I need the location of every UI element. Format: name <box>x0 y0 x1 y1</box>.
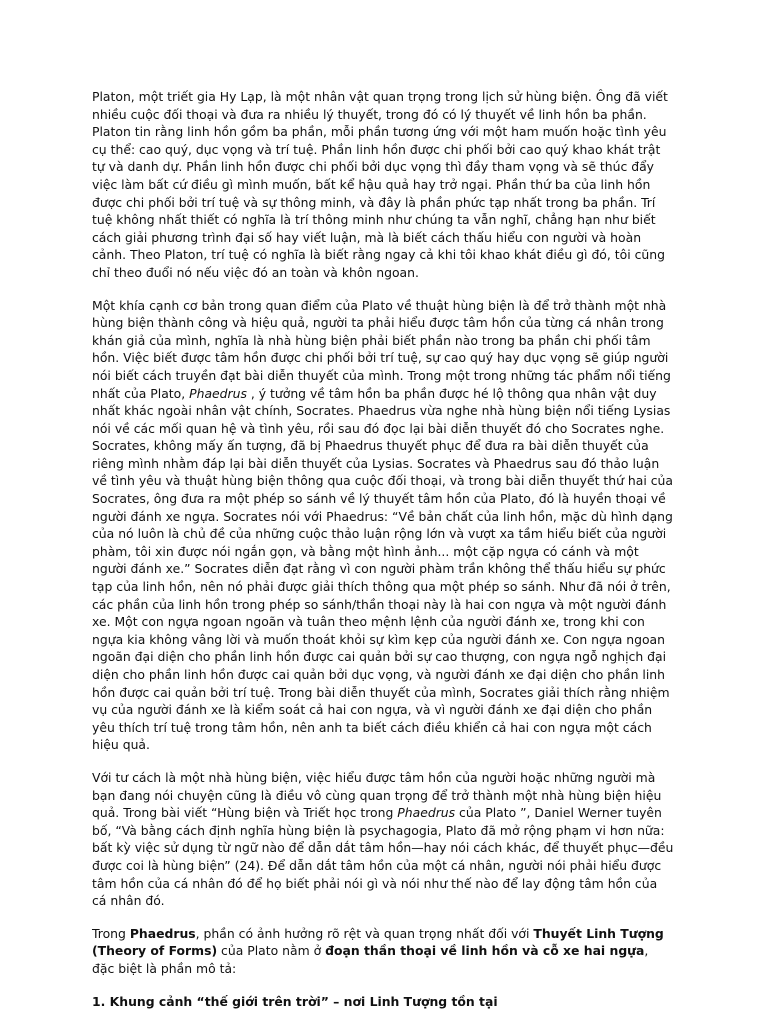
paragraph-3 <box>92 769 674 910</box>
phaedrus-title: Phaedrus <box>189 385 247 401</box>
theory-of-forms-bold: Thuyết Linh Tượng (Theory of Forms) <box>92 925 664 959</box>
paragraph-1: Platon, một triết gia Hy Lạp, là một nhân vật quan trọng trong lịch sử hùng biện. Ông đã viết nhiều cuộc đối thoại và đưa ra nhiều lý thuyết, trong đó có lý thuyết về linh hồn ba phần. Platon tin rằng linh hồn gồm ba phần, mỗi phần tương ứng với một ham muốn hoặc tình yêu cụ thể: cao quý, dục vọng và trí tuệ. Phần linh hồn được chi phối bởi cao quý khao khát trật tự và danh dự. Phần linh hồn được chi phối bởi dục vọng thì đầy tham vọng và sẽ thúc đẩy việc làm bất cứ điều gì mình muốn, bất kể hậu quả hay trở ngại. Phần thứ ba của linh hồn được chi phối bởi trí tuệ và sự thông minh, và đây là phần phức tạp nhất trong ba phần. Trí tuệ không nhất thiết có nghĩa là trí thông minh như chúng ta vẫn nghĩ, chẳng hạn như biết cách giải phương trình đại số hay viết luận, mà là biết cách thấu hiểu con người và hoàn cảnh. Theo Platon, trí tuệ có nghĩa là biết rằng ngay cả khi tôi khao khát điều gì đó, tôi cũng chỉ theo đuổi nó nếu việc đó an toàn và khôn ngoan. <box>92 89 668 280</box>
chariot-myth-bold: đoạn thần thoại về linh hồn và cỗ xe hai ngựa <box>325 943 645 959</box>
paragraph-4-text-d: , đặc biệt là phần mô tả: <box>92 943 649 976</box>
paragraph-2 <box>92 297 674 754</box>
phaedrus-bold: Phaedrus <box>129 925 196 941</box>
paragraph-3-text-b: của Plato ”, Daniel Werner tuyên bố, “Và bằng cách định nghĩa hùng biện là psychagogia, Plato đã mở rộng phạm vi hơn nữa: bất kỳ việc sử dụng từ ngữ nào để dẫn dắt tâm hồn—hay nói cách khác, để thuyết phục—đều được coi là hùng biện” (24). Để dẫn dắt tâm hồn của một cá nhân, người nói phải hiểu được tâm hồn của cá nhân đó để họ biết phải nói gì và nói như thế nào để lay động tâm hồn của cá nhân đó. <box>92 805 674 909</box>
document-page <box>92 88 674 1025</box>
paragraph-2-text-a: Một khía cạnh cơ bản trong quan điểm của Plato về thuật hùng biện là để trở thành một nhà hùng biện thành công và hiệu quả, người ta phải hiểu được tâm hồn của từng cá nhân trong khán giả của mình, nghĩa là nhà hùng biện phải biết phần nào trong ba phần chi phối tâm hồn. Việc biết được tâm hồn được chi phối bởi trí tuệ, sự cao quý hay dục vọng sẽ giúp người nói biết cách truyền đạt bài diễn thuyết của mình. Trong một trong những tác phẩm nổi tiếng nhất của Plato, <box>92 297 671 401</box>
section-heading-1: 1. Khung cảnh “thế giới trên trời” – nơi Linh Tượng tồn tại <box>92 993 498 1009</box>
paragraph-4 <box>92 925 674 978</box>
paragraph-3-text-a: Với tư cách là một nhà hùng biện, việc hiểu được tâm hồn của người hoặc những người mà bạn đang nói chuyện cũng là điều vô cùng quan trọng để trở thành một nhà hùng biện hiệu quả. Trong bài viết “Hùng biện và Triết học trong <box>92 769 662 821</box>
paragraph-2-text-b: , ý tưởng về tâm hồn ba phần được hé lộ thông qua nhân vật duy nhất khác ngoài nhân vật chính, Socrates. Phaedrus vừa nghe nhà hùng biện nổi tiếng Lysias nói về các mối quan hệ và tình yêu, rồi sau đó đọc lại bài diễn thuyết đó cho Socrates nghe. Socrates, không mấy ấn tượng, đã bị Phaedrus thuyết phục để đưa ra bài diễn thuyết của riêng mình nhằm đáp lại bài diễn thuyết của Lysias. Socrates và Phaedrus sau đó thảo luận về tình yêu và thuật hùng biện thông qua cuộc đối thoại, và trong bài diễn thuyết thứ hai của Socrates, ông đưa ra một phép so sánh về lý thuyết tâm hồn của Plato, đó là huyền thoại về người đánh xe ngựa. Socrates nói với Phaedrus: “Về bản chất của linh hồn, mặc dù hình dạng của nó luôn là chủ đề của những cuộc thảo luận rộng lớn và vượt xa tầm hiểu biết của người phàm, tôi xin được nói ngắn gọn, và bằng một hình ảnh... một cặp ngựa có cánh và một người đánh xe.” Socrates diễn đạt rằng vì con người phàm trần không thể thấu hiểu sự phức tạp của linh hồn, nên nó phải được giải thích thông qua một phép so sánh. Như đã nói ở trên, các phần của linh hồn trong phép so sánh/thần thoại này là hai con ngựa và một người đánh xe. Một con ngựa ngoan ngoãn và tuân theo mệnh lệnh của người đánh xe, trong khi con ngựa kia không vâng lời và muốn thoát khỏi sự kìm kẹp của người đánh xe. Con ngựa ngoan ngoãn đại diện cho phần linh hồn được cai quản bởi sự cao thượng, con ngựa ngỗ nghịch đại diện cho phần linh hồn được cai quản bởi dục vọng, và người đánh xe đại diện cho phần linh hồn được cai quản bởi trí tuệ. Trong bài diễn thuyết của mình, Socrates giải thích rằng nhiệm vụ của người đánh xe là kiểm soát cả hai con ngựa, và vì người đánh xe đại diện cho phần yêu thích trí tuệ trong tâm hồn, nên anh ta biết cách điều khiển cả hai con ngựa một cách hiệu quả. <box>92 385 673 753</box>
paragraph-4-text-b: , phần có ảnh hưởng rõ rệt và quan trọng nhất đối với <box>195 925 534 941</box>
paragraph-4-text-c: của Plato nằm ở <box>217 943 326 959</box>
phaedrus-title: Phaedrus <box>397 805 456 821</box>
paragraph-4-text-a: Trong <box>92 925 130 941</box>
